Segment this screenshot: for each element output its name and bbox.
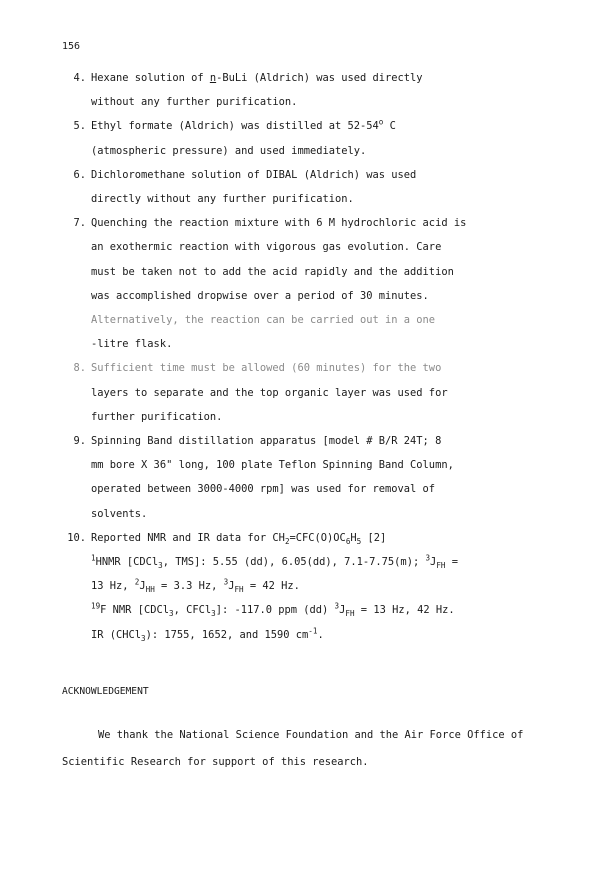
note-line: further purification. xyxy=(91,410,223,423)
note-number: 7. xyxy=(73,217,86,230)
note-8 xyxy=(62,356,542,429)
note-6 xyxy=(62,163,542,211)
note-number: 8. xyxy=(73,362,86,375)
note-line: Ethyl formate (Aldrich) was distilled at 52-54$^o$ C xyxy=(91,117,396,133)
note-10 xyxy=(62,526,542,647)
note-line: without any further purification. xyxy=(91,96,298,109)
note-5 xyxy=(62,114,542,162)
note-7 xyxy=(62,211,542,356)
notes-list xyxy=(62,66,542,647)
note-line: Sufficient time must be allowed (60 minutes) for the two xyxy=(91,362,442,375)
note-line: -litre flask. xyxy=(91,338,173,351)
acknowledgement-heading: ACKNOWLEDGEMENT xyxy=(62,686,149,697)
note-number: 4. xyxy=(73,72,86,84)
note-line: layers to separate and the top organic layer was used for xyxy=(91,386,448,399)
note-line: mm bore X 36" long, 100 plate Teflon Spinning Band Column, xyxy=(91,459,454,472)
note-line: 13 Hz, $^2J_{HH} = 3.3$ Hz, $^3J_{FH} = 42$ Hz. xyxy=(91,577,300,595)
note-line: solvents. xyxy=(91,507,148,520)
note-line: directly without any further purification. xyxy=(91,193,354,206)
note-line: Hexane solution of n-BuLi (Aldrich) was used directly xyxy=(91,72,423,84)
note-line: an exothermic reaction with vigorous gas evolution. Care xyxy=(91,241,442,254)
note-number: 9. xyxy=(73,435,86,448)
note-9 xyxy=(62,429,542,526)
page-number: 156 xyxy=(62,41,81,52)
note-line: Spinning Band distillation apparatus [model # B/R 24T; 8 xyxy=(91,435,442,448)
note-number: 5. xyxy=(73,120,86,133)
note-line: IR (CHCl$_3$): 1755, 1652, and 1590 $cm^{-1}$. xyxy=(91,626,324,643)
note-line: $^1$HNMR [CDCl$_3$, TMS]: 5.55 (dd), 6.05(dd), 7.1-7.75(m); $^3J_{FH}$ = xyxy=(91,553,458,571)
note-line: Quenching the reaction mixture with 6 M hydrochloric acid is xyxy=(91,217,467,230)
note-line: Alternatively, the reaction can be carried out in a one xyxy=(91,314,436,327)
note-line: Dichloromethane solution of DIBAL (Aldrich) was used xyxy=(91,168,417,181)
note-line: $^{19}$F NMR [CDCl$_3$, CFCl$_3$]: -117.0 ppm (dd) $^3J_{FH} = 13$ Hz, 42 Hz. xyxy=(91,602,455,619)
note-line: Reported NMR and IR data for $CH_2=CFC(O)OC_6H_5$ [2] xyxy=(91,531,387,546)
note-4 xyxy=(62,66,542,114)
note-line: must be taken not to add the acid rapidly and the addition xyxy=(91,265,454,278)
note-line: operated between 3000-4000 rpm] was used for removal of xyxy=(91,483,436,496)
note-number: 10. xyxy=(67,531,86,544)
note-number: 6. xyxy=(73,168,86,181)
note-line: (atmospheric pressure) and used immediately. xyxy=(91,144,367,157)
note-line: was accomplished dropwise over a period of 30 minutes. xyxy=(91,289,429,302)
acknowledgement-text: We thank the National Science Foundation and the Air Force Office of Scientific Research for support of this research. xyxy=(62,729,524,768)
